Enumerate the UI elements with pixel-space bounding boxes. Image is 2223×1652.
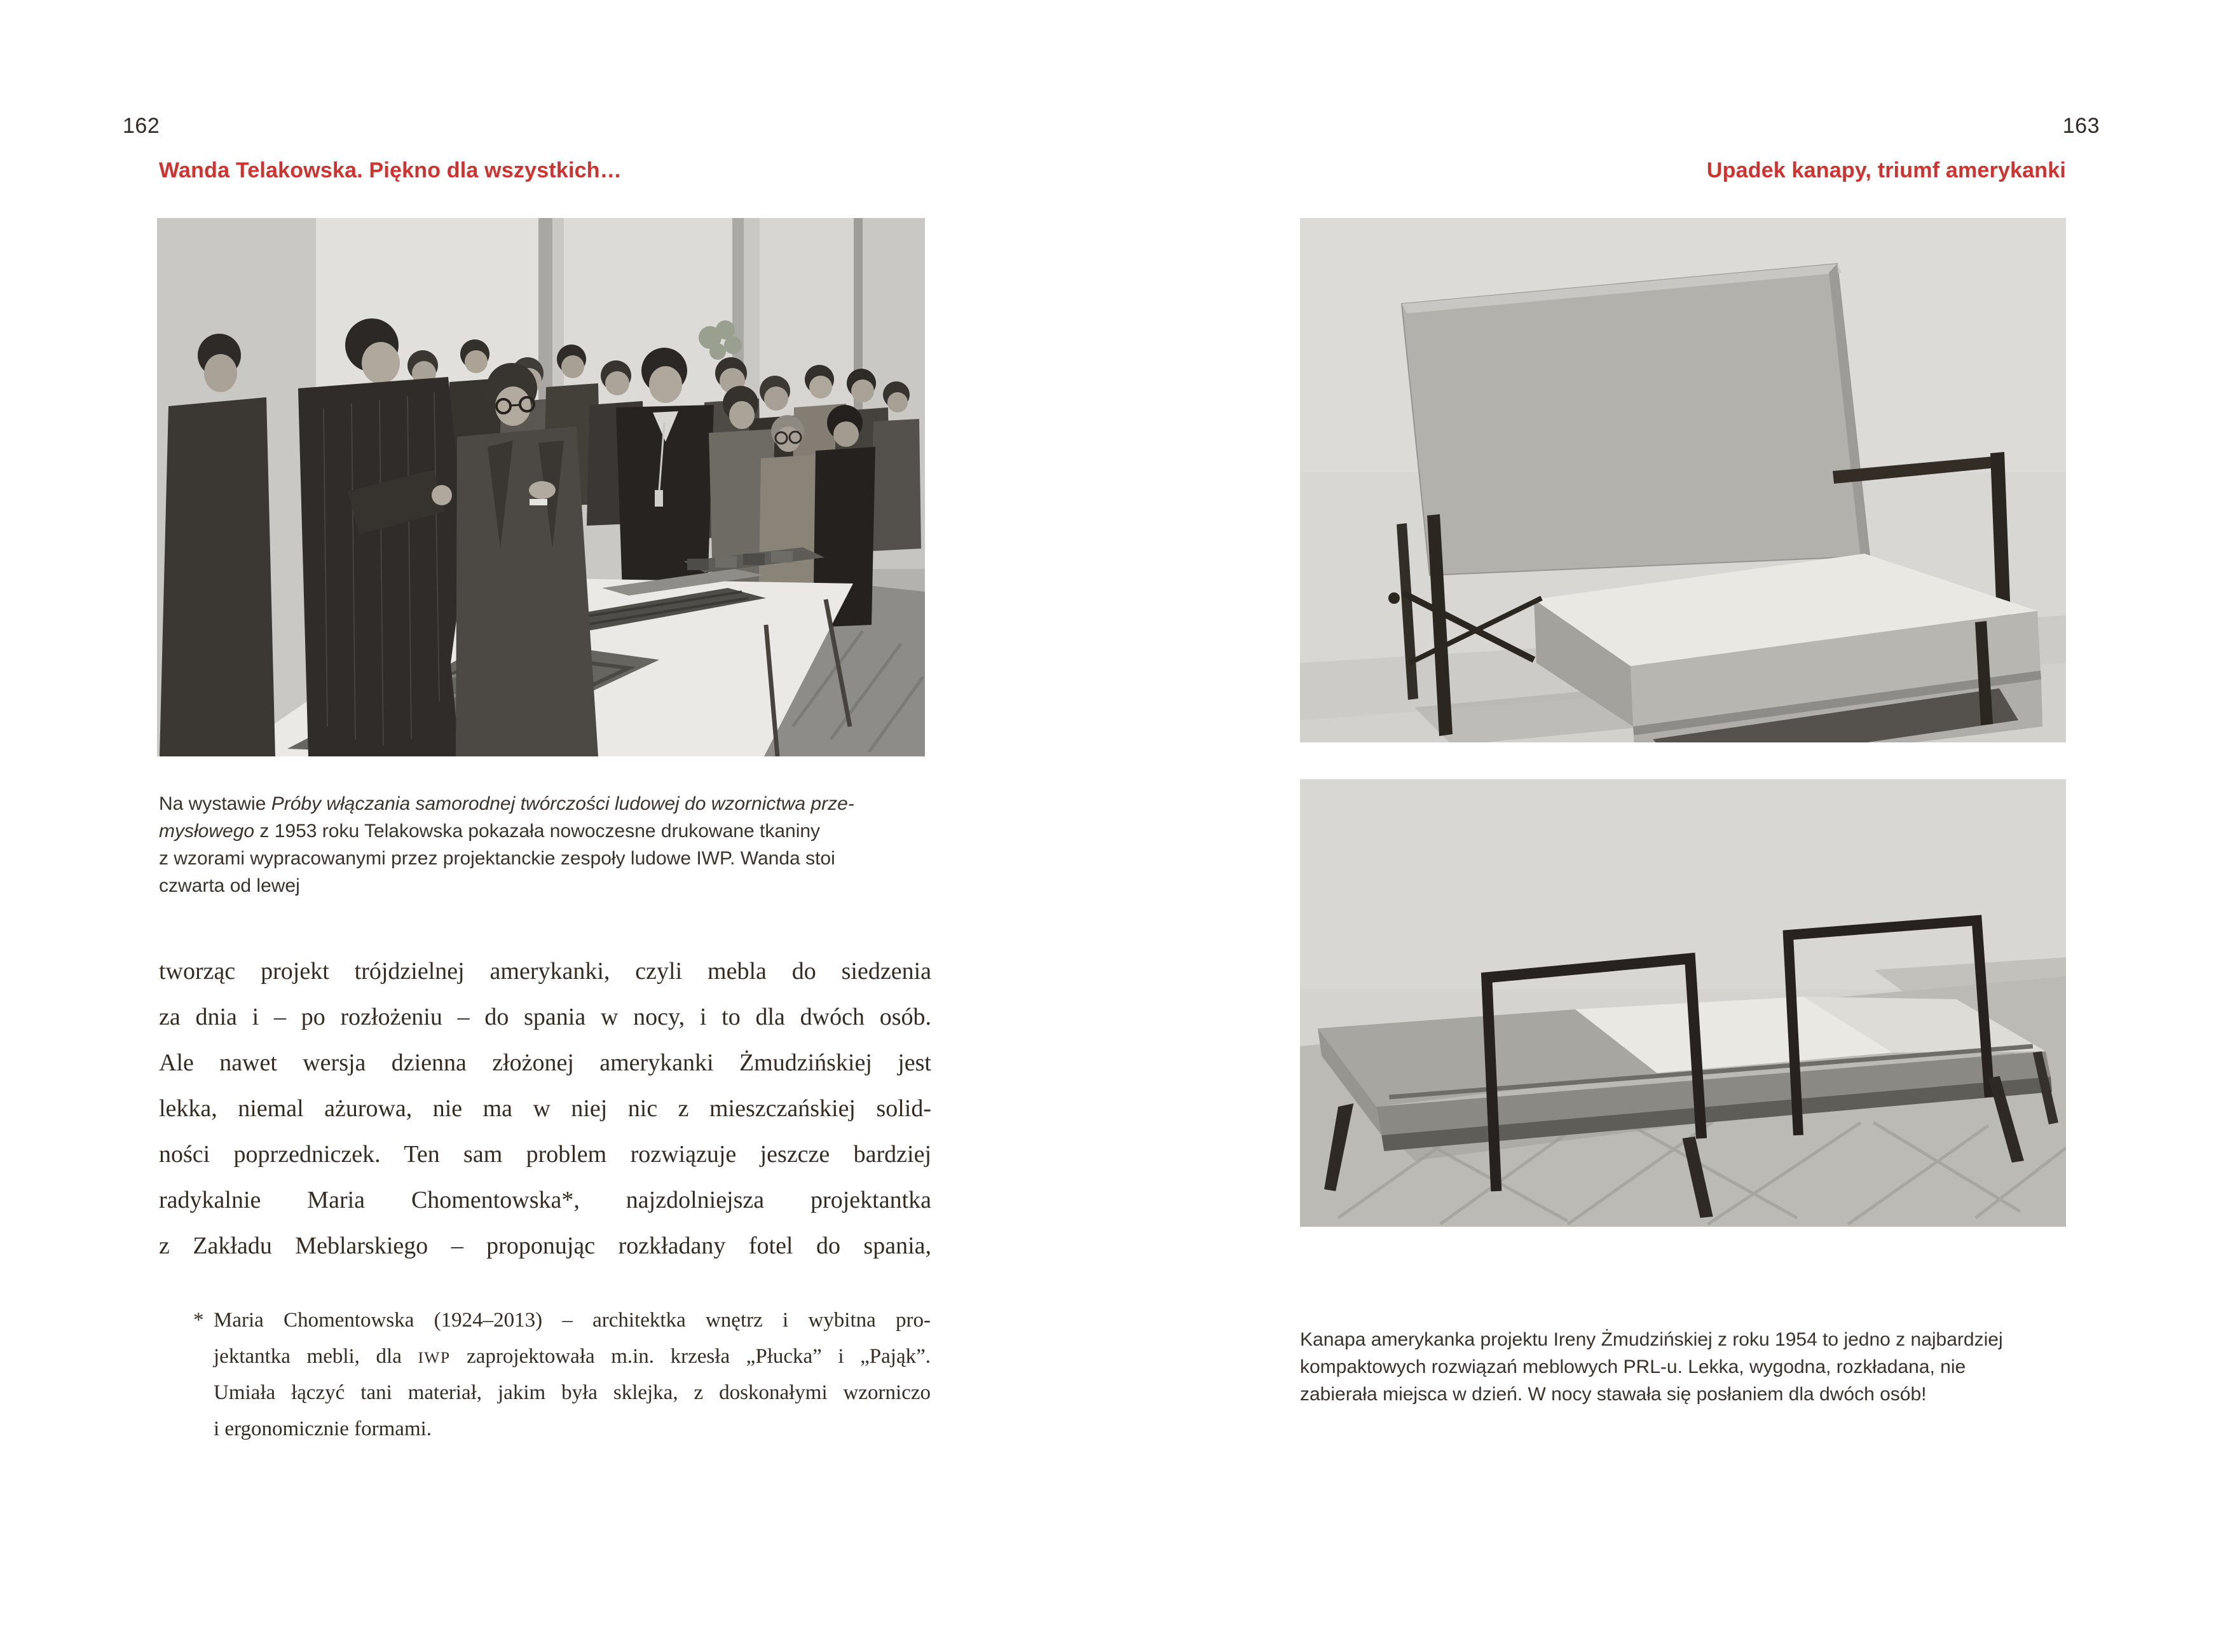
caption-italic-segment: mysłowego: [159, 821, 255, 842]
sofa-closed-photo: [1300, 218, 2066, 742]
running-header-right: Upadek kanapy, triumf amerykanki: [1706, 158, 2066, 182]
body-text: [159, 948, 931, 1269]
caption-line: czwarta od lewej: [159, 875, 300, 896]
footnote: [193, 1302, 931, 1447]
body-line: za dnia i – po rozłożeniu – do spania w nocy, i to dla dwóch osób.: [159, 1004, 931, 1030]
running-header-left: Wanda Telakowska. Piękno dla wszystkich…: [159, 158, 622, 182]
footnote-text-segment: jektantka mebli, dla: [214, 1345, 418, 1368]
sofa-unfolded-photo: [1300, 779, 2066, 1227]
footnote-line: i ergonomicznie formami.: [214, 1417, 432, 1440]
body-line: z Zakładu Meblarskiego – proponując rozkładany fotel do spania,: [159, 1232, 931, 1259]
exhibition-photo: [157, 218, 925, 756]
footnote-line: Umiała łączyć tani materiał, jakim była sklejka, z doskonałymi wzorniczo: [214, 1381, 931, 1404]
body-line: ności poprzedniczek. Ten sam problem rozwiązuje jeszcze bardziej: [159, 1141, 931, 1168]
page-number-left: 162: [123, 114, 160, 138]
caption-text-segment: Na wystawie: [159, 793, 271, 814]
caption-line: [159, 790, 941, 817]
body-line: lekka, niemal ażurowa, nie ma w niej nic z mieszczańskiej solid-: [159, 1095, 931, 1122]
body-line: Ale nawet wersja dzienna złożonej amerykanki Żmudzińskiej jest: [159, 1049, 931, 1076]
caption-left: [159, 790, 941, 899]
page-number-right: 163: [2062, 114, 2100, 138]
caption-italic-segment: Próby włączania samorodnej twórczości ludowej do wzornictwa prze-: [271, 793, 854, 814]
caption-right: [1300, 1326, 2082, 1408]
body-line: radykalnie Maria Chomentowska*, najzdolniejsza projektantka: [159, 1187, 931, 1213]
caption-line: Kanapa amerykanka projektu Ireny Żmudzińskiej z roku 1954 to jedno z najbardziej: [1300, 1329, 2003, 1350]
caption-line: z wzorami wypracowanymi przez projektanckie zespoły ludowe IWP. Wanda stoi: [159, 848, 835, 869]
caption-line: zabierała miejsca w dzień. W nocy stawała się posłaniem dla dwóch osób!: [1300, 1384, 1927, 1405]
body-line: tworząc projekt trójdzielnej amerykanki, czyli mebla do siedzenia: [159, 958, 931, 985]
caption-line: [159, 817, 941, 845]
footnote-line: Maria Chomentowska (1924–2013) – architektka wnętrz i wybitna pro-: [214, 1309, 931, 1332]
footnote-marker: *: [193, 1309, 204, 1332]
footnote-smallcaps-segment: IWP: [418, 1348, 451, 1367]
footnote-line: [214, 1339, 931, 1375]
footnote-body: [214, 1302, 931, 1447]
footnote-text-segment: zaprojektowała m.in. krzesła „Płucka” i „Pająk”.: [450, 1345, 931, 1368]
caption-text-segment: z 1953 roku Telakowska pokazała nowoczesne drukowane tkaniny: [254, 821, 821, 842]
caption-line: kompaktowych rozwiązań meblowych PRL-u. Lekka, wygodna, rozkładana, nie: [1300, 1356, 1966, 1377]
